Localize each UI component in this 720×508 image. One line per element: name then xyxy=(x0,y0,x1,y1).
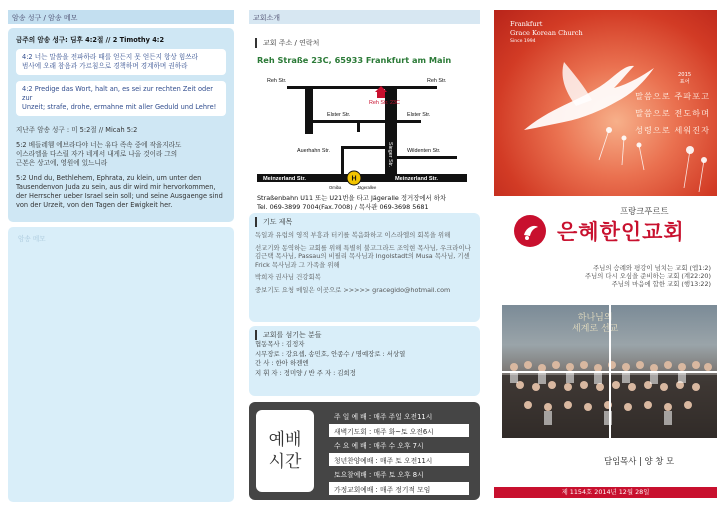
church-staff-panel xyxy=(249,326,480,396)
congregation-photo xyxy=(502,305,717,438)
verse-line: Tausendenvon Juda zu sein, aus dir wird mir hervorkommen, xyxy=(16,183,216,191)
worship-title-line: 예배 xyxy=(268,430,302,450)
last-week-heading: 지난주 암송 성구 : 미 5:2절 // Micah 5:2 xyxy=(16,126,138,134)
motto-item: 주님의 승례와 평강이 넘치는 교회 (엡1:2) xyxy=(592,264,711,272)
worship-title xyxy=(256,410,314,492)
motto-line: 말씀으로 주파포고 xyxy=(635,91,710,101)
worship-row: 청년찬양예배 : 매주 토 오전11시 xyxy=(329,453,469,466)
address-section xyxy=(249,30,480,216)
church-mottos xyxy=(500,264,711,288)
motto-year xyxy=(678,72,691,86)
verse-line: der Herrscher ueber Israel sein soll; und seine Ausgaenge sind xyxy=(16,192,223,200)
memory-header: 암송 성구 / 암송 메모 xyxy=(8,10,234,24)
cover-column xyxy=(494,10,717,498)
church-intro-header: 교회소개 xyxy=(249,10,480,24)
worship-row: 가정교회예배 : 매주 정기적 모임 xyxy=(329,482,469,495)
worship-title-line: 시간 xyxy=(268,452,302,472)
motto-line: 말씀으로 전도하며 xyxy=(635,108,710,118)
map-label: Reh Str. 23C xyxy=(369,100,400,106)
worship-schedule xyxy=(329,409,469,496)
prayer-item: 중보기도 요청 메일은 이곳으로 >>>>> gracegido@hotmail.com xyxy=(255,285,451,294)
staff-item: 간 사 : 한아 하젠엔 xyxy=(255,359,309,367)
memory-verse-column xyxy=(8,10,234,498)
cover-image xyxy=(494,10,717,196)
motto-item: 주님의 다시 오심을 준비하는 교회 (계22:20) xyxy=(584,272,711,280)
worship-times-panel xyxy=(249,402,480,500)
this-week-korean-box xyxy=(16,49,226,75)
prayer-item: 독일과 유럽의 영적 부흥과 터키를 복음화하고 이스라엘의 회복을 위해 xyxy=(255,231,451,239)
last-week-german xyxy=(16,174,226,210)
church-address: Reh Straße 23C, 65933 Frankfurt am Main xyxy=(257,55,452,65)
map-label: Auerhahn Str. xyxy=(297,148,330,154)
motto-item: 주님의 마음에 합한 교회 (행13:22) xyxy=(611,280,711,288)
map-label: Reh Str. xyxy=(427,78,447,84)
verse-line: 근본은 상고에, 영원에 있느니라 xyxy=(16,159,108,167)
staff-item: 지 휘 자 : 정미양 / 반 주 자 : 김희정 xyxy=(255,368,356,377)
map-label: Jägerallee xyxy=(357,185,377,190)
verse-line: 범사에 오래 참음과 가르침으로 경책하며 경계하며 권하라 xyxy=(22,62,188,70)
church-name-sub: 프랑크푸르트 xyxy=(620,206,669,216)
verse-line: 4:2 Predige das Wort, halt an, es sei zur rechten Zeit oder zur xyxy=(22,85,213,102)
map-label: Meinzerland Str. xyxy=(395,176,438,182)
worship-row: 주 일 예 배 : 매주 주일 오전11시 xyxy=(334,413,433,421)
since-year: Since 1994 xyxy=(510,39,536,44)
church-info-column xyxy=(249,10,480,498)
worship-row: 토요찰예배 : 매주 토 오후 8시 xyxy=(334,471,424,479)
prayer-label: 기도 제목 xyxy=(255,217,474,227)
transit-directions: Straßenbahn U11 또는 U21번을 타고 Jägeralle 정거장에서 하차 xyxy=(257,194,447,202)
prayer-item: 선교기와 동역하는 교회를 위해 특별히 불고그라드 조익현 목사님, 우크라이나 김근택 목사님, Passau의 비필리 목사님과 Ingolstadt의 Musa 목사님, 기센 Frick 목사님과 그 가족을 위해 xyxy=(255,243,471,269)
h-sign: H xyxy=(351,175,357,183)
prayer-requests-panel xyxy=(249,213,480,322)
last-week-korean xyxy=(16,141,226,168)
map-label: Reh Str. xyxy=(267,78,287,84)
map-label: Omiba xyxy=(329,185,342,190)
this-week-heading: 금주의 암송 성구: 딤후 4:2절 // 2 Timothy 4:2 xyxy=(16,36,165,44)
year-line: 2015 xyxy=(678,72,692,78)
address-label: 교회 주소 / 연락처 xyxy=(255,38,480,48)
map-label: Sieger Str. xyxy=(387,142,393,168)
verse-line: 5:2 Und du, Bethlehem, Ephrata, zu klein, um unter den xyxy=(16,174,202,182)
prayer-item: 박희자 권사님 건강회복 xyxy=(255,273,321,282)
church-name: 은혜한인교회 xyxy=(557,220,685,244)
verse-line: 4:2 너는 말씀을 전파하라 때를 얻든지 못 얻든지 항상 힘쓰라 xyxy=(22,53,198,61)
memo-label: 암송 메모 xyxy=(18,235,46,243)
people-silhouettes xyxy=(502,305,717,438)
verse-line: 5:2 베들레헴 에브라다야 너는 유다 족속 중에 작을지라도 xyxy=(16,141,182,149)
verse-line: 이스라엘을 다스릴 자가 네게서 내게로 나올 것이라 그의 xyxy=(16,150,178,158)
english-name-line: Frankfurt xyxy=(510,20,543,28)
map-label: Wildenten Str. xyxy=(407,148,441,154)
worship-row: 새벽기도회 : 매주 화~토 오전6시 xyxy=(329,424,469,437)
worship-row: 수 요 예 배 : 매주 수 오후 7시 xyxy=(334,442,424,450)
motto-line: 성령으로 세워진자 xyxy=(635,125,710,135)
memory-verse-panel xyxy=(8,28,234,222)
map-label: Elster Str. xyxy=(407,112,431,118)
verse-line: von der Urzeit, von den Tagen der Ewigkeit her. xyxy=(16,201,173,209)
year-line: 표어 xyxy=(679,79,690,85)
phone-numbers: Tel. 069-3899 7004(Fax.7008) / 목사관 069-3698 5681 xyxy=(257,203,429,211)
staff-item: 협동목사 : 김정자 xyxy=(255,340,305,348)
senior-pastor: 담임목사 | 양 창 모 xyxy=(604,456,675,466)
verse-line: Unzeit; strafe, drohe, ermahne mit aller Geduld und Lehre! xyxy=(22,103,217,111)
english-name-line: Grace Korean Church xyxy=(510,29,583,37)
church-brand xyxy=(494,204,717,258)
church-logo-icon xyxy=(514,215,546,247)
issue-number-date: 제 1154호 2014년 12월 28일 xyxy=(494,487,717,498)
year-motto xyxy=(620,88,710,139)
staff-item: 시무장로 : 강요셉, 송민호, 안종수 / 명예장로 : 서상열 xyxy=(255,349,406,358)
map-label: Elster Str. xyxy=(327,112,351,118)
map-label: Meinzerland Str. xyxy=(263,176,306,182)
staff-label: 교회를 섬기는 분들 xyxy=(255,330,474,340)
memo-panel xyxy=(8,227,234,502)
location-map xyxy=(257,72,467,190)
banner-line: 세계로 선교 xyxy=(572,324,619,334)
this-week-german-box xyxy=(16,81,226,116)
banner-line: 하나님의 xyxy=(577,313,613,323)
